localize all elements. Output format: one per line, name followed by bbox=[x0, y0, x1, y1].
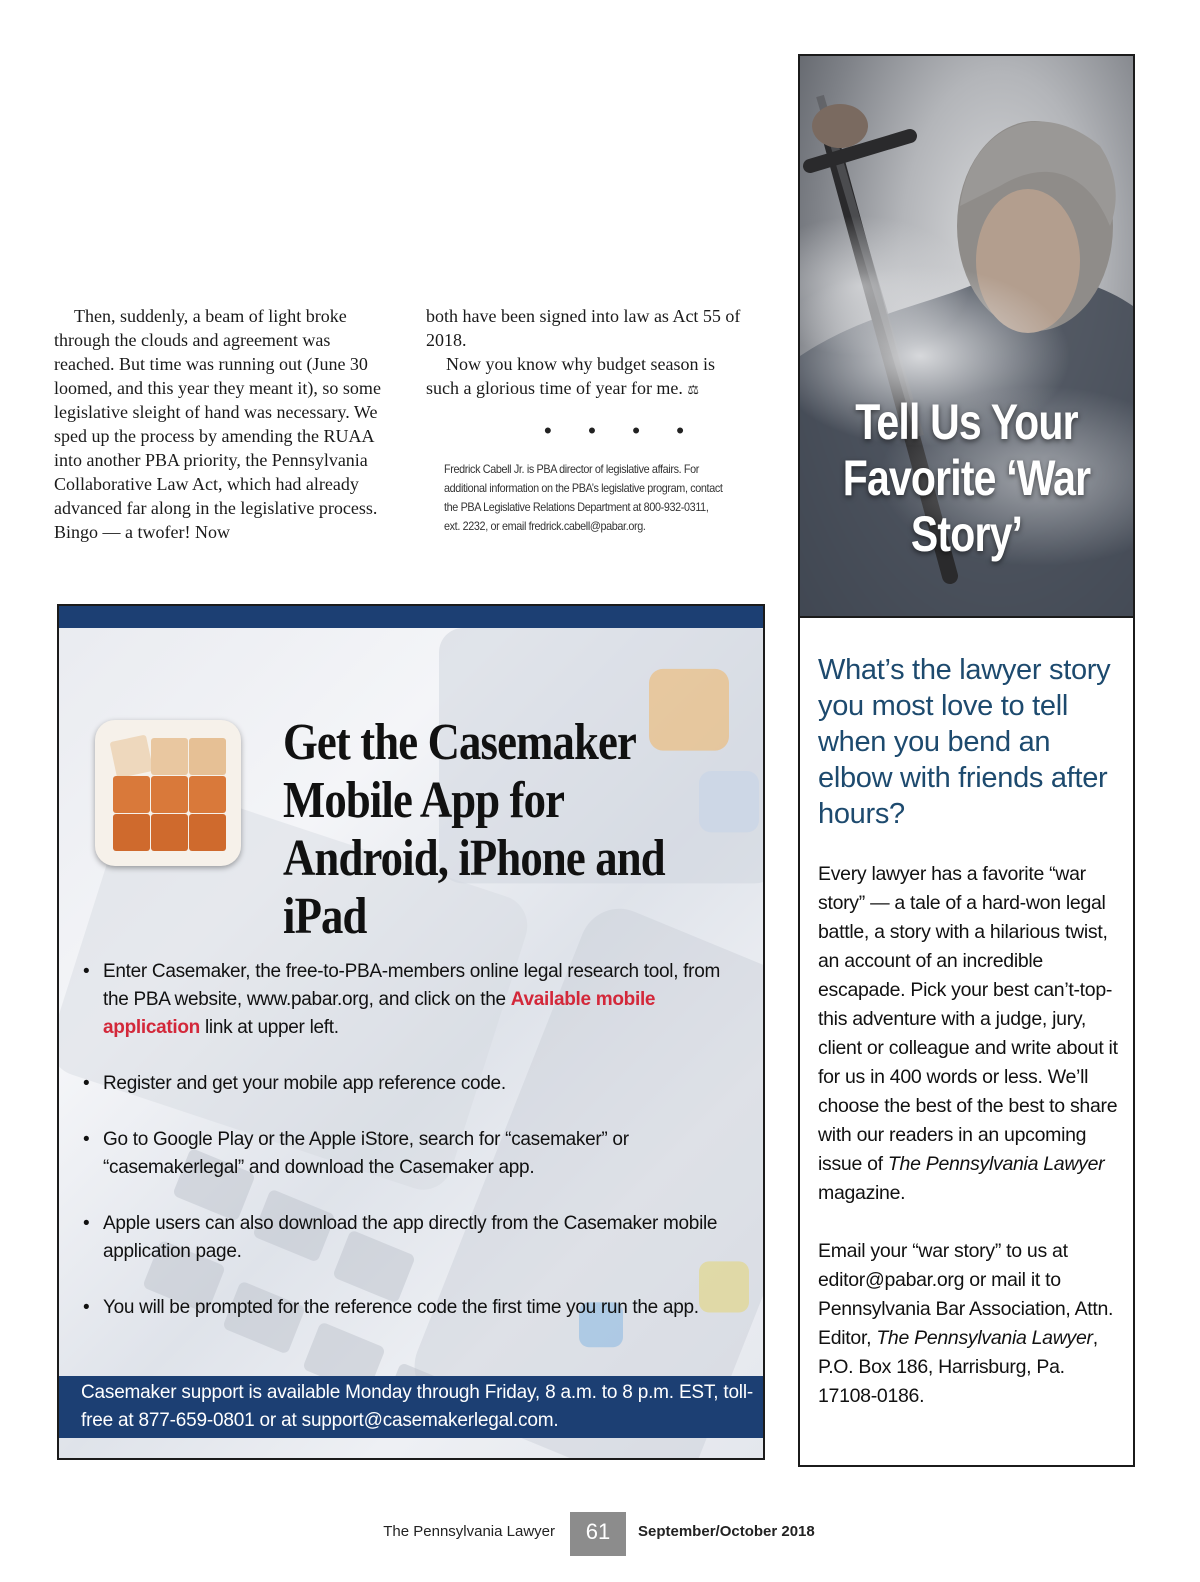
bullet: • bbox=[83, 961, 90, 982]
magazine-title: The Pennsylvania Lawyer bbox=[887, 1153, 1105, 1175]
list-item bbox=[83, 1210, 723, 1266]
bullet: • bbox=[83, 1213, 90, 1234]
list-item-text: Go to Google Play or the Apple iStore, search for “casemaker” or “casemakerlegal” and download the Casemaker app. bbox=[103, 1129, 629, 1178]
page-footer bbox=[0, 1512, 1200, 1556]
list-item-text: Apple users can also download the app directly from the Casemaker mobile application page. bbox=[103, 1213, 718, 1262]
available-mobile-application-link[interactable]: Available mobile application bbox=[103, 989, 656, 1038]
article-column-1 bbox=[54, 304, 390, 544]
ad-support-banner: Casemaker support is available Monday through Friday, 8 a.m. to 8 p.m. EST, toll-free at 877-659-0801 or at support@casemakerlegal.com. bbox=[59, 1376, 763, 1438]
author-bio: Fredrick Cabell Jr. is PBA director of legislative affairs. For additional information on the PBA’s legislative program, contact the PBA Legislative Relations Department at 800-932-0311, ext. 2232, or email fredrick.cabell@pabar.org. bbox=[444, 462, 723, 533]
list-item bbox=[83, 1070, 723, 1098]
scales-icon: ⚖ bbox=[687, 382, 700, 397]
page-number: 61 bbox=[570, 1512, 626, 1556]
separator-dot: • bbox=[632, 418, 640, 443]
bullet: • bbox=[83, 1129, 90, 1150]
separator-dot: • bbox=[676, 418, 684, 443]
list-item-text: Register and get your mobile app reference code. bbox=[103, 1073, 506, 1094]
bullet: • bbox=[83, 1073, 90, 1094]
bullet: • bbox=[83, 1297, 90, 1318]
list-item bbox=[83, 1294, 723, 1322]
publication-name: The Pennsylvania Lawyer bbox=[383, 1523, 555, 1540]
list-item bbox=[83, 1126, 723, 1182]
list-item-text: Enter Casemaker, the free-to-PBA-members online legal research tool, from the PBA website, www.pabar.org, and click on the bbox=[103, 961, 720, 1010]
list-item-text: link at upper left. bbox=[200, 1017, 339, 1038]
casemaker-logo-icon bbox=[95, 720, 241, 866]
article-paragraph: both have been signed into law as Act 55 of 2018. bbox=[426, 306, 741, 350]
article-closing-text: Now you know why budget season is such a glorious time of year for me. bbox=[426, 354, 715, 398]
war-story-text: , P.O. Box 186, Harrisburg, Pa. 17108-0186. bbox=[818, 1327, 1098, 1407]
war-story-text: Email your “war story” to us at editor@pabar.org or mail it to Pennsylvania Bar Association, Attn. Editor, bbox=[818, 1240, 1114, 1349]
separator-dot: • bbox=[544, 418, 552, 443]
casemaker-ad bbox=[57, 604, 765, 1460]
list-item bbox=[83, 958, 723, 1042]
ad-instructions-list bbox=[83, 958, 723, 1350]
war-story-question: What’s the lawyer story you most love to tell when you bend an elbow with friends after hours? bbox=[818, 654, 1111, 830]
war-story-body bbox=[818, 860, 1123, 1440]
magazine-title: The Pennsylvania Lawyer bbox=[876, 1327, 1093, 1349]
ad-top-bar bbox=[59, 606, 763, 628]
war-story-box bbox=[798, 54, 1135, 1467]
war-story-paragraph bbox=[818, 1237, 1123, 1411]
war-story-paragraph bbox=[818, 860, 1123, 1208]
war-story-text: Every lawyer has a favorite “war story” — a tale of a hard-won legal battle, a story with a hilarious twist, an account of an incredible escapade. Pick your best can’t-top-this adventure with a judge, jury, client or colleague and write about it for us in 400 words or less. We’ll choose the best of the best to share with our readers in an upcoming issue of bbox=[818, 863, 1118, 1175]
issue-date: September/October 2018 bbox=[638, 1523, 815, 1540]
war-story-photo bbox=[800, 56, 1133, 618]
war-story-text: magazine. bbox=[818, 1182, 906, 1204]
article-column-2 bbox=[426, 304, 746, 402]
article-paragraph bbox=[426, 352, 746, 402]
war-story-headline: Tell Us Your Favorite ‘War Story’ bbox=[842, 394, 1091, 562]
article-paragraph: Then, suddenly, a beam of light broke through the clouds and agreement was reached. But time was running out (June 30 loomed, and this year they meant it), so some legislative sleight of hand was necessary. We sped up the process by amending the RUAA into another PBA priority, the Pennsylvania Collaborative Law Act, which had already advanced far along in the legislative process. Bingo — a twofer! Now bbox=[54, 306, 381, 542]
separator-dot: • bbox=[588, 418, 596, 443]
ad-title: Get the Casemaker Mobile App for Android, iPhone and iPad bbox=[283, 714, 665, 945]
section-separator bbox=[544, 418, 684, 444]
list-item-text: You will be prompted for the reference code the first time you run the app. bbox=[103, 1297, 699, 1318]
